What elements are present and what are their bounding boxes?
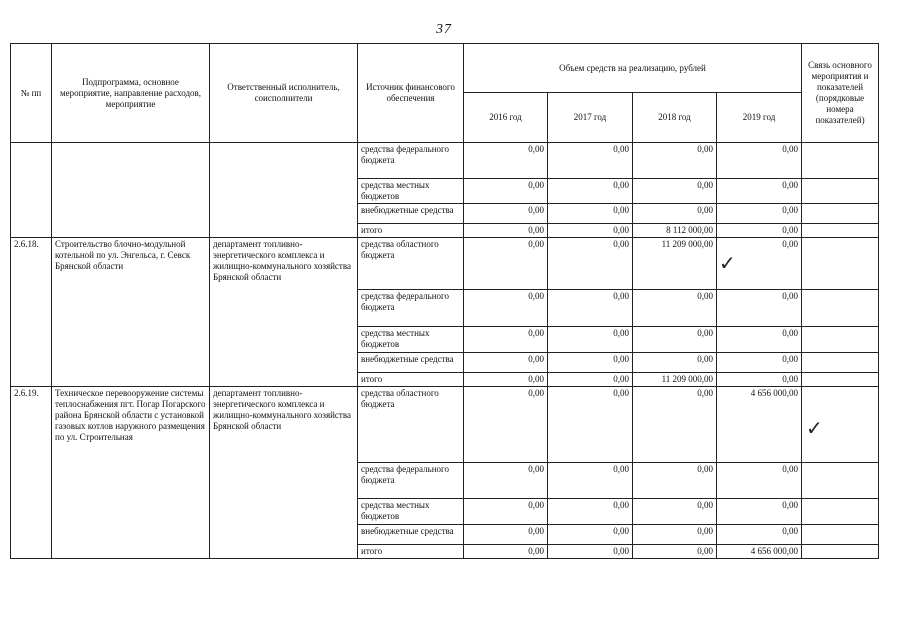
amount-cell: 0,00 bbox=[464, 463, 548, 499]
funding-source: итого bbox=[358, 545, 464, 559]
row-executor: департамент топливно-энергетического комплекса и жилищно-коммунального хозяйства Брянской области bbox=[210, 238, 358, 387]
row-executor bbox=[210, 143, 358, 238]
amount-cell: 0,00 bbox=[464, 353, 548, 373]
amount-cell: 0,00 bbox=[633, 353, 717, 373]
indicator-link bbox=[802, 353, 879, 373]
amount-cell: 0,00 bbox=[633, 204, 717, 224]
amount-cell: 0,00 bbox=[633, 290, 717, 327]
amount-cell: 0,00 bbox=[548, 463, 633, 499]
funding-source: внебюджетные средства bbox=[358, 525, 464, 545]
row-number: 2.6.18. bbox=[11, 238, 52, 387]
amount-cell: 4 656 000,00 bbox=[717, 545, 802, 559]
amount-cell: 0,00 bbox=[633, 327, 717, 353]
row-number bbox=[11, 143, 52, 238]
funding-source: средства федерального бюджета bbox=[358, 463, 464, 499]
header-executor: Ответственный исполнитель, соисполнители bbox=[210, 44, 358, 143]
row-number: 2.6.19. bbox=[11, 387, 52, 559]
funding-source: средства местных бюджетов bbox=[358, 179, 464, 204]
header-year-2018: 2018 год bbox=[633, 93, 717, 143]
amount-cell: 0,00 bbox=[717, 224, 802, 238]
row-name: Техническое перевооружение системы теплоснабжения пгт. Погар Погарского района Брянской области с установкой газовых котлов наружного размещения по ул. Строительная bbox=[52, 387, 210, 559]
funding-source: средства федерального бюджета bbox=[358, 290, 464, 327]
header-source: Источник финансового обеспечения bbox=[358, 44, 464, 143]
amount-cell: 4 656 000,00 bbox=[717, 387, 802, 463]
amount-cell: 0,00 bbox=[464, 525, 548, 545]
amount-cell: 0,00 bbox=[464, 238, 548, 290]
amount-cell: 11 209 000,00 bbox=[633, 373, 717, 387]
amount-cell: 0,00 bbox=[464, 179, 548, 204]
funding-source: внебюджетные средства bbox=[358, 204, 464, 224]
funding-source: средства областного бюджета bbox=[358, 387, 464, 463]
indicator-link bbox=[802, 463, 879, 499]
header-year-2019: 2019 год bbox=[717, 93, 802, 143]
amount-cell: 0,00 bbox=[717, 143, 802, 179]
amount-cell: 0,00 bbox=[717, 327, 802, 353]
amount-cell: 0,00 bbox=[464, 224, 548, 238]
indicator-link bbox=[802, 238, 879, 290]
amount-cell: 0,00 bbox=[464, 143, 548, 179]
amount-cell: 0,00 bbox=[548, 499, 633, 525]
amount-cell: 0,00 bbox=[548, 373, 633, 387]
indicator-link bbox=[802, 327, 879, 353]
amount-cell: 0,00 bbox=[548, 143, 633, 179]
table-row bbox=[11, 238, 879, 290]
header-year-2016: 2016 год bbox=[464, 93, 548, 143]
funding-source: средства местных бюджетов bbox=[358, 327, 464, 353]
amount-cell: 0,00 bbox=[548, 327, 633, 353]
amount-cell: 0,00 bbox=[548, 545, 633, 559]
amount-cell: 0,00 bbox=[717, 499, 802, 525]
amount-cell: 0,00 bbox=[548, 525, 633, 545]
row-name bbox=[52, 143, 210, 238]
indicator-link bbox=[802, 545, 879, 559]
amount-cell: 0,00 bbox=[464, 327, 548, 353]
amount-cell: 0,00 bbox=[548, 204, 633, 224]
amount-cell: 0,00 bbox=[633, 499, 717, 525]
amount-cell: 0,00 bbox=[633, 463, 717, 499]
amount-cell: 0,00 bbox=[464, 204, 548, 224]
table-body bbox=[11, 143, 879, 559]
indicator-link bbox=[802, 499, 879, 525]
amount-cell: 8 112 000,00 bbox=[633, 224, 717, 238]
table-row bbox=[11, 143, 879, 179]
header-year-2017: 2017 год bbox=[548, 93, 633, 143]
amount-cell: 0,00 bbox=[717, 353, 802, 373]
indicator-link bbox=[802, 290, 879, 327]
amount-cell: 0,00 bbox=[717, 373, 802, 387]
header-subprogram: Подпрограмма, основное мероприятие, направление расходов, мероприятие bbox=[52, 44, 210, 143]
amount-cell: 0,00 bbox=[717, 525, 802, 545]
amount-cell: 0,00 bbox=[548, 224, 633, 238]
amount-cell: 0,00 bbox=[717, 179, 802, 204]
header-no: № пп bbox=[11, 44, 52, 143]
amount-cell: 0,00 bbox=[464, 545, 548, 559]
page-number: 37 bbox=[436, 22, 452, 37]
amount-cell: 0,00 bbox=[548, 238, 633, 290]
header-link: Связь основного мероприятия и показателей (порядковые номера показателей) bbox=[802, 44, 879, 143]
indicator-link bbox=[802, 143, 879, 179]
amount-cell: 0,00 bbox=[548, 353, 633, 373]
row-name: Строительство блочно-модульной котельной по ул. Энгельса, г. Севск Брянской области bbox=[52, 238, 210, 387]
indicator-link bbox=[802, 224, 879, 238]
funding-source: итого bbox=[358, 224, 464, 238]
amount-cell: 0,00 bbox=[464, 373, 548, 387]
amount-cell: 0,00 bbox=[464, 387, 548, 463]
amount-cell: 0,00 bbox=[548, 387, 633, 463]
indicator-link bbox=[802, 179, 879, 204]
amount-cell: 0,00 bbox=[633, 179, 717, 204]
amount-cell: 0,00 bbox=[464, 290, 548, 327]
amount-cell: 0,00 bbox=[464, 499, 548, 525]
indicator-link bbox=[802, 525, 879, 545]
budget-table bbox=[10, 43, 879, 559]
table-row bbox=[11, 387, 879, 463]
funding-source: итого bbox=[358, 373, 464, 387]
amount-cell: 0,00 bbox=[633, 525, 717, 545]
check-mark-icon: ✓ bbox=[806, 416, 823, 440]
amount-cell: 0,00 bbox=[633, 545, 717, 559]
amount-cell: 0,00 bbox=[548, 290, 633, 327]
header-volume: Объем средств на реализацию, рублей bbox=[464, 44, 802, 93]
amount-cell: 0,00 bbox=[717, 463, 802, 499]
amount-cell: 0,00 bbox=[717, 204, 802, 224]
amount-cell: 0,00 bbox=[548, 179, 633, 204]
amount-cell: 0,00 bbox=[633, 387, 717, 463]
funding-source: средства областного бюджета bbox=[358, 238, 464, 290]
indicator-link bbox=[802, 373, 879, 387]
amount-cell: 0,00 bbox=[717, 238, 802, 290]
amount-cell: 0,00 bbox=[717, 290, 802, 327]
row-executor: департамент топливно-энергетического комплекса и жилищно-коммунального хозяйства Брянской области bbox=[210, 387, 358, 559]
indicator-link bbox=[802, 204, 879, 224]
funding-source: средства федерального бюджета bbox=[358, 143, 464, 179]
amount-cell: 0,00 bbox=[633, 143, 717, 179]
check-mark-icon: ✓ bbox=[719, 251, 736, 275]
funding-source: средства местных бюджетов bbox=[358, 499, 464, 525]
amount-cell: 11 209 000,00 bbox=[633, 238, 717, 290]
funding-source: внебюджетные средства bbox=[358, 353, 464, 373]
